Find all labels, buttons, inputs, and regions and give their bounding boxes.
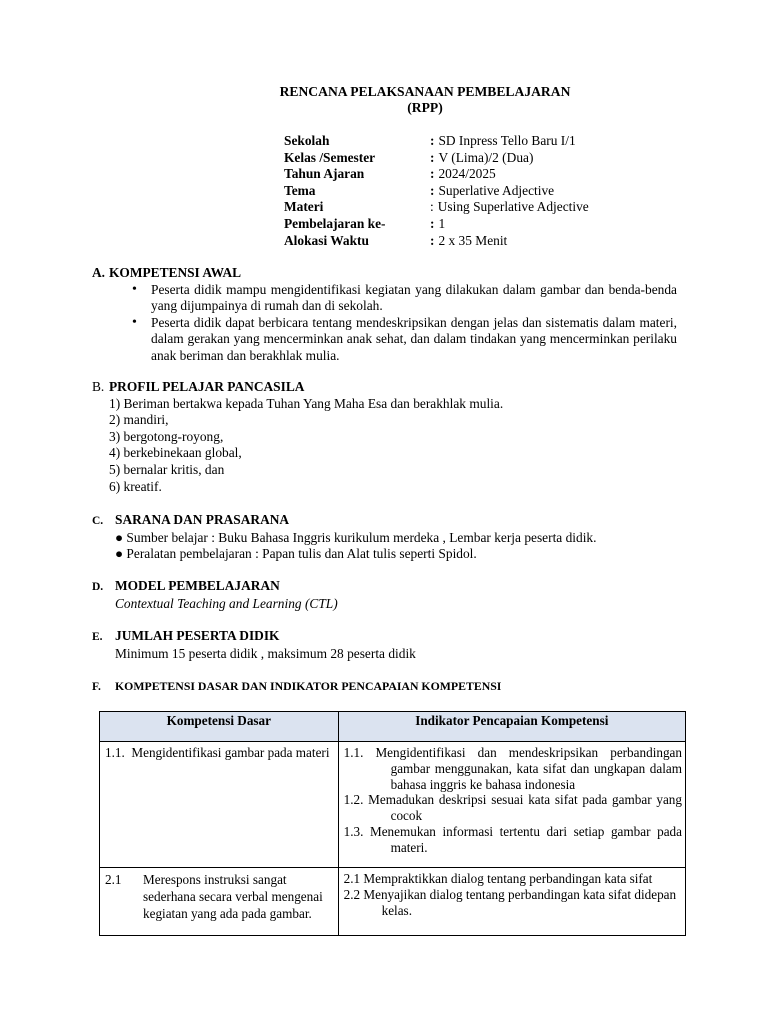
identity-row bbox=[284, 166, 589, 183]
section-heading-text: PROFIL PELAJAR PANCASILA bbox=[109, 379, 305, 394]
list-item: 2) mandiri, bbox=[109, 412, 169, 428]
section-a bbox=[92, 265, 677, 365]
section-d bbox=[92, 578, 692, 612]
section-letter: D. bbox=[92, 581, 104, 593]
identity-value: Superlative Adjective bbox=[438, 182, 555, 198]
list-item: ● Peralatan pembelajaran : Papan tulis dan Alat tulis seperti Spidol. bbox=[115, 546, 477, 562]
list-item: 6) kreatif. bbox=[109, 478, 162, 494]
identity-value: SD Inpress Tello Baru I/1 bbox=[438, 133, 576, 148]
list-item bbox=[132, 282, 677, 315]
competency-table bbox=[99, 711, 686, 936]
section-c bbox=[92, 512, 692, 563]
identity-block bbox=[284, 133, 589, 249]
identity-row bbox=[284, 150, 589, 167]
document-title: RENCANA PELAKSANAAN PEMBELAJARAN bbox=[279, 84, 571, 99]
identity-colon: : bbox=[430, 232, 435, 248]
kd-text: Merespons instruksi sangat sederhana secara verbal mengenai kegiatan yang ada pada gambar. bbox=[143, 872, 323, 921]
section-letter: C. bbox=[92, 515, 104, 527]
identity-row bbox=[284, 199, 589, 216]
identity-row bbox=[284, 183, 589, 200]
section-heading-text: KOMPETENSI AWAL bbox=[109, 265, 242, 280]
identity-colon: : bbox=[430, 215, 435, 231]
section-heading-text: KOMPETENSI DASAR DAN INDIKATOR PENCAPAIAN KOMPETENSI bbox=[115, 679, 502, 693]
identity-value: Using Superlative Adjective bbox=[437, 199, 589, 215]
identity-key: Alokasi Waktu bbox=[284, 232, 369, 248]
identity-key: Materi bbox=[284, 199, 324, 215]
section-letter: E. bbox=[92, 631, 103, 643]
list-item: 5) bernalar kritis, dan bbox=[109, 461, 225, 477]
identity-key: Pembelajaran ke- bbox=[284, 215, 386, 231]
bullet-icon: • bbox=[132, 314, 137, 330]
list-item bbox=[132, 315, 677, 365]
list-item: 3) bergotong-royong, bbox=[109, 428, 224, 444]
identity-colon: : bbox=[430, 133, 435, 148]
list-item: 4) berkebinekaan global, bbox=[109, 445, 242, 461]
section-heading-text: JUMLAH PESERTA DIDIK bbox=[115, 628, 280, 643]
kd-text: Mengidentifikasi gambar pada materi bbox=[131, 745, 330, 760]
indicator-item: 2.1 Mempraktikkan dialog tentang perbandingan kata sifat bbox=[343, 871, 653, 886]
identity-value: V (Lima)/2 (Dua) bbox=[438, 149, 534, 165]
table-cell bbox=[100, 868, 339, 936]
kd-item bbox=[105, 871, 335, 922]
identity-value: 2 x 35 Menit bbox=[438, 232, 508, 248]
section-heading-text: MODEL PEMBELAJARAN bbox=[115, 578, 280, 593]
section-heading bbox=[92, 678, 712, 696]
section-e bbox=[92, 628, 692, 662]
list-item: 1) Beriman bertakwa kepada Tuhan Yang Maha Esa dan berakhlak mulia. bbox=[109, 395, 504, 411]
identity-key: Kelas /Semester bbox=[284, 149, 376, 165]
section-letter: A. bbox=[92, 265, 106, 280]
identity-colon: : bbox=[430, 182, 435, 198]
section-heading bbox=[92, 628, 692, 646]
participant-text: Minimum 15 peserta didik , maksimum 28 peserta didik bbox=[115, 645, 416, 661]
table-cell bbox=[100, 742, 339, 868]
identity-key: Tema bbox=[284, 182, 316, 198]
section-b bbox=[92, 379, 677, 495]
identity-key: Tahun Ajaran bbox=[284, 166, 365, 182]
table-row bbox=[100, 742, 686, 868]
section-a-list bbox=[92, 282, 677, 365]
document-subtitle: (RPP) bbox=[407, 100, 443, 115]
section-heading bbox=[92, 379, 677, 396]
section-c-list bbox=[92, 530, 692, 563]
identity-colon: : bbox=[430, 199, 434, 215]
identity-colon: : bbox=[430, 166, 435, 182]
table-cell bbox=[338, 742, 685, 868]
list-item-text: Peserta didik dapat berbicara tentang mendeskripsikan dengan jelas dan sistematis dalam materi, dalam gerakan yang mencerminkan anak sehat, dan dalam tindakan yang mencerminkan perilaku anak beriman dan berakhlak mulia. bbox=[151, 314, 677, 363]
section-heading bbox=[92, 512, 692, 530]
kd-number: 1.1. bbox=[105, 745, 125, 760]
kd-number: 2.1 bbox=[105, 872, 122, 887]
indicator-item: 1.3. Menemukan informasi tertentu dari setiap gambar pada materi. bbox=[343, 823, 682, 855]
list-item: ● Sumber belajar : Buku Bahasa Inggris kurikulum merdeka , Lembar kerja peserta didik. bbox=[115, 529, 597, 545]
identity-row bbox=[284, 216, 589, 233]
indicator-item: 2.2 Menyajikan dialog tentang perbandingan kata sifat didepan kelas. bbox=[343, 886, 677, 918]
indicator-item: 1.2. Memadukan deskripsi sesuai kata sifat pada gambar yang cocok bbox=[343, 792, 682, 824]
table-row bbox=[100, 868, 686, 936]
section-heading bbox=[92, 265, 677, 282]
section-b-list bbox=[92, 396, 677, 496]
section-letter: B. bbox=[92, 379, 105, 394]
model-text: Contextual Teaching and Learning (CTL) bbox=[115, 595, 338, 611]
column-header: Kompetensi Dasar bbox=[100, 712, 339, 742]
section-heading-text: SARANA DAN PRASARANA bbox=[115, 512, 290, 527]
table-cell bbox=[338, 868, 685, 936]
identity-row bbox=[284, 133, 589, 150]
identity-key: Sekolah bbox=[284, 133, 330, 148]
indicator-item: 1.1. Mengidentifikasi dan mendeskripsikan perbandingan gambar menggunakan, kata sifat dan ungkapan dalam bahasa inggris ke bahasa indonesia bbox=[343, 745, 682, 792]
section-heading bbox=[92, 578, 692, 596]
identity-colon: : bbox=[430, 149, 435, 165]
identity-row bbox=[284, 233, 589, 250]
section-letter: F. bbox=[92, 681, 101, 693]
table-header-row bbox=[100, 712, 686, 742]
bullet-icon: • bbox=[132, 281, 137, 297]
section-f bbox=[92, 678, 712, 696]
identity-value: 1 bbox=[438, 215, 446, 231]
column-header: Indikator Pencapaian Kompetensi bbox=[338, 712, 685, 742]
identity-value: 2024/2025 bbox=[438, 166, 496, 182]
list-item-text: Peserta didik mampu mengidentifikasi kegiatan yang dilakukan dalam gambar dan benda-benda yang dijumpainya di rumah dan di sekolah. bbox=[151, 281, 677, 314]
